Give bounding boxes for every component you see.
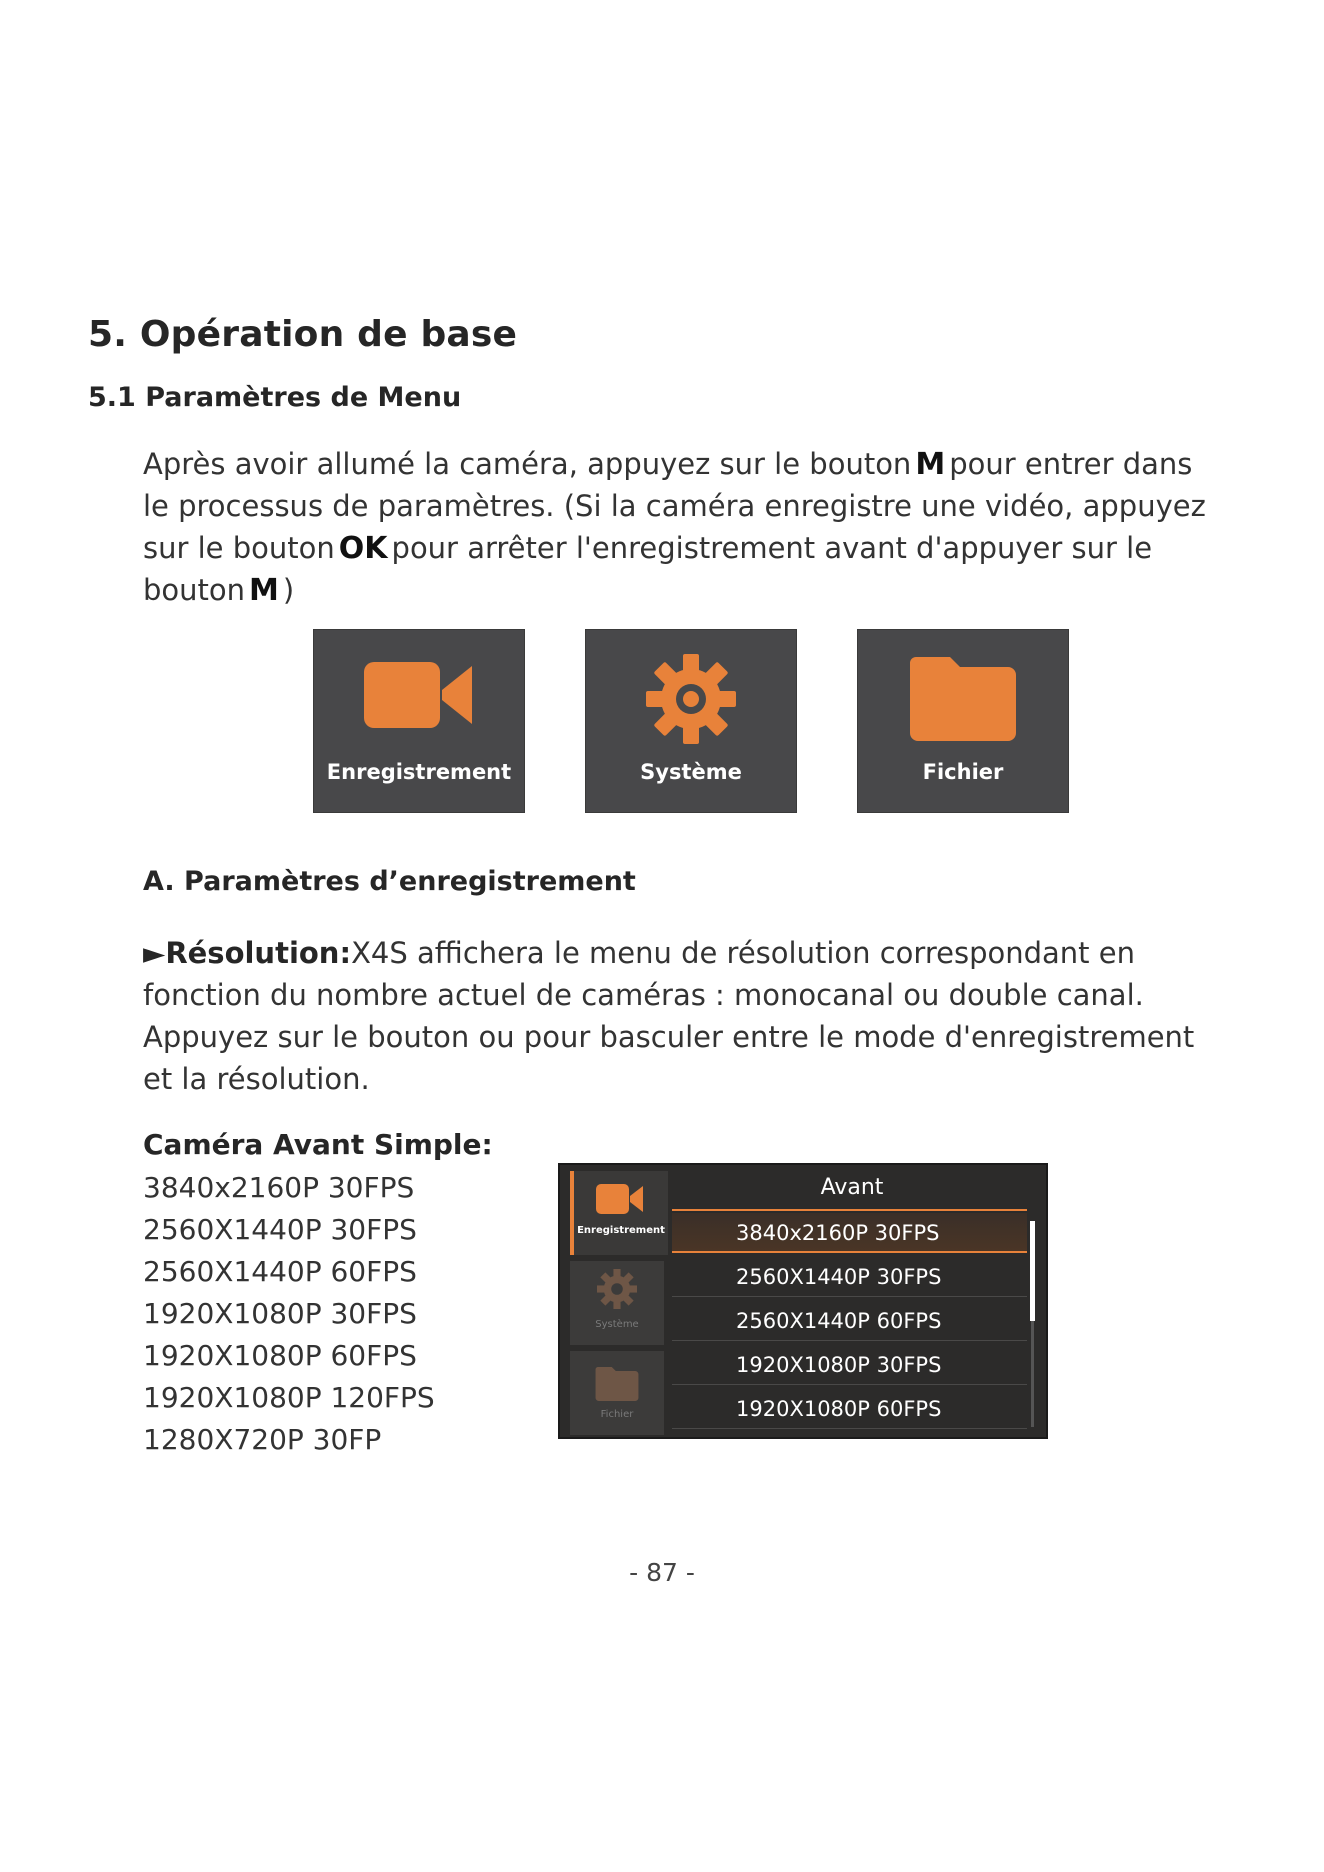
resolution-item: 3840x2160P 30FPS xyxy=(143,1171,415,1204)
resolution-item: 1280X720P 30FP xyxy=(143,1423,382,1456)
screen-menu-row[interactable]: 2560X1440P 30FPS xyxy=(672,1257,1027,1297)
tile-label: Enregistrement xyxy=(326,760,512,784)
screen-sidebar-recording[interactable] xyxy=(570,1171,668,1255)
screen-menu-header: Avant xyxy=(820,1175,884,1200)
header-underline xyxy=(672,1209,1027,1211)
resolution-line-1 xyxy=(143,932,1243,974)
resolution-line-3: Appuyez sur le bouton ou pour basculer entre le mode d'enregistrement xyxy=(143,1020,1195,1054)
gear-icon xyxy=(597,1269,637,1309)
screen-menu-row[interactable]: 1920X1080P 30FPS xyxy=(672,1345,1027,1385)
screen-menu-row[interactable]: 2560X1440P 60FPS xyxy=(672,1301,1027,1341)
sidebar-label: Fichier xyxy=(600,1409,634,1420)
resolution-text: X4S affichera le menu de résolution correspondant en xyxy=(351,936,1135,970)
resolution-line-2: fonction du nombre actuel de caméras : monocanal ou double canal. xyxy=(143,978,1144,1012)
sidebar-label: Système xyxy=(595,1319,639,1330)
screen-sidebar-system[interactable] xyxy=(570,1261,664,1345)
intro-text: pour arrêter l'enregistrement avant d'appuyer sur le xyxy=(391,531,1153,565)
video-camera-icon xyxy=(364,660,474,730)
m-button-glyph: M xyxy=(915,447,946,482)
subsection-title: 5.1 Paramètres de Menu xyxy=(88,382,462,413)
intro-line-2: le processus de paramètres. (Si la caméra enregistre une vidéo, appuyez xyxy=(143,489,1206,523)
video-camera-icon xyxy=(596,1183,644,1215)
single-front-title: Caméra Avant Simple: xyxy=(143,1128,493,1161)
tile-label: Système xyxy=(640,760,742,784)
intro-text: Après avoir allumé la caméra, appuyez sur le bouton xyxy=(143,447,912,481)
intro-text: pour entrer dans xyxy=(949,447,1193,481)
recording-settings-heading: A. Paramètres d’enregistrement xyxy=(143,866,636,897)
resolution-item: 1920X1080P 120FPS xyxy=(143,1381,435,1414)
resolution-line-4: et la résolution. xyxy=(143,1062,370,1096)
page-number: - 87 - xyxy=(629,1558,695,1587)
menu-tile-system[interactable] xyxy=(585,629,797,813)
screen-sidebar-file[interactable] xyxy=(570,1351,664,1435)
intro-line-3 xyxy=(143,527,1243,570)
resolution-item: 1920X1080P 30FPS xyxy=(143,1297,417,1330)
camera-menu-screen xyxy=(558,1163,1048,1439)
resolution-term: Résolution: xyxy=(165,936,352,970)
intro-text: bouton xyxy=(143,573,246,607)
resolution-list xyxy=(143,1167,435,1461)
menu-tile-recording[interactable] xyxy=(313,629,525,813)
tile-label: Fichier xyxy=(922,760,1004,784)
screen-menu-row[interactable]: 1920X1080P 60FPS xyxy=(672,1389,1027,1429)
folder-icon xyxy=(595,1367,639,1401)
gear-icon xyxy=(646,654,736,744)
scrollbar-thumb[interactable] xyxy=(1030,1221,1035,1321)
resolution-item: 2560X1440P 60FPS xyxy=(143,1255,417,1288)
menu-tile-file[interactable] xyxy=(857,629,1069,813)
ok-button-glyph: OK xyxy=(338,531,388,566)
bullet-marker: ► xyxy=(143,936,166,970)
intro-text: sur le bouton xyxy=(143,531,335,565)
screen-menu-row-selected[interactable]: 3840x2160P 30FPS xyxy=(672,1213,1027,1253)
intro-text: ) xyxy=(282,573,295,607)
section-title: 5. Opération de base xyxy=(88,314,518,355)
m-button-glyph: M xyxy=(249,573,279,608)
intro-line-1 xyxy=(143,443,1243,486)
sidebar-label: Enregistrement xyxy=(577,1225,665,1236)
resolution-item: 2560X1440P 30FPS xyxy=(143,1213,417,1246)
intro-line-4 xyxy=(143,569,1243,612)
folder-icon xyxy=(910,657,1016,741)
resolution-item: 1920X1080P 60FPS xyxy=(143,1339,417,1372)
